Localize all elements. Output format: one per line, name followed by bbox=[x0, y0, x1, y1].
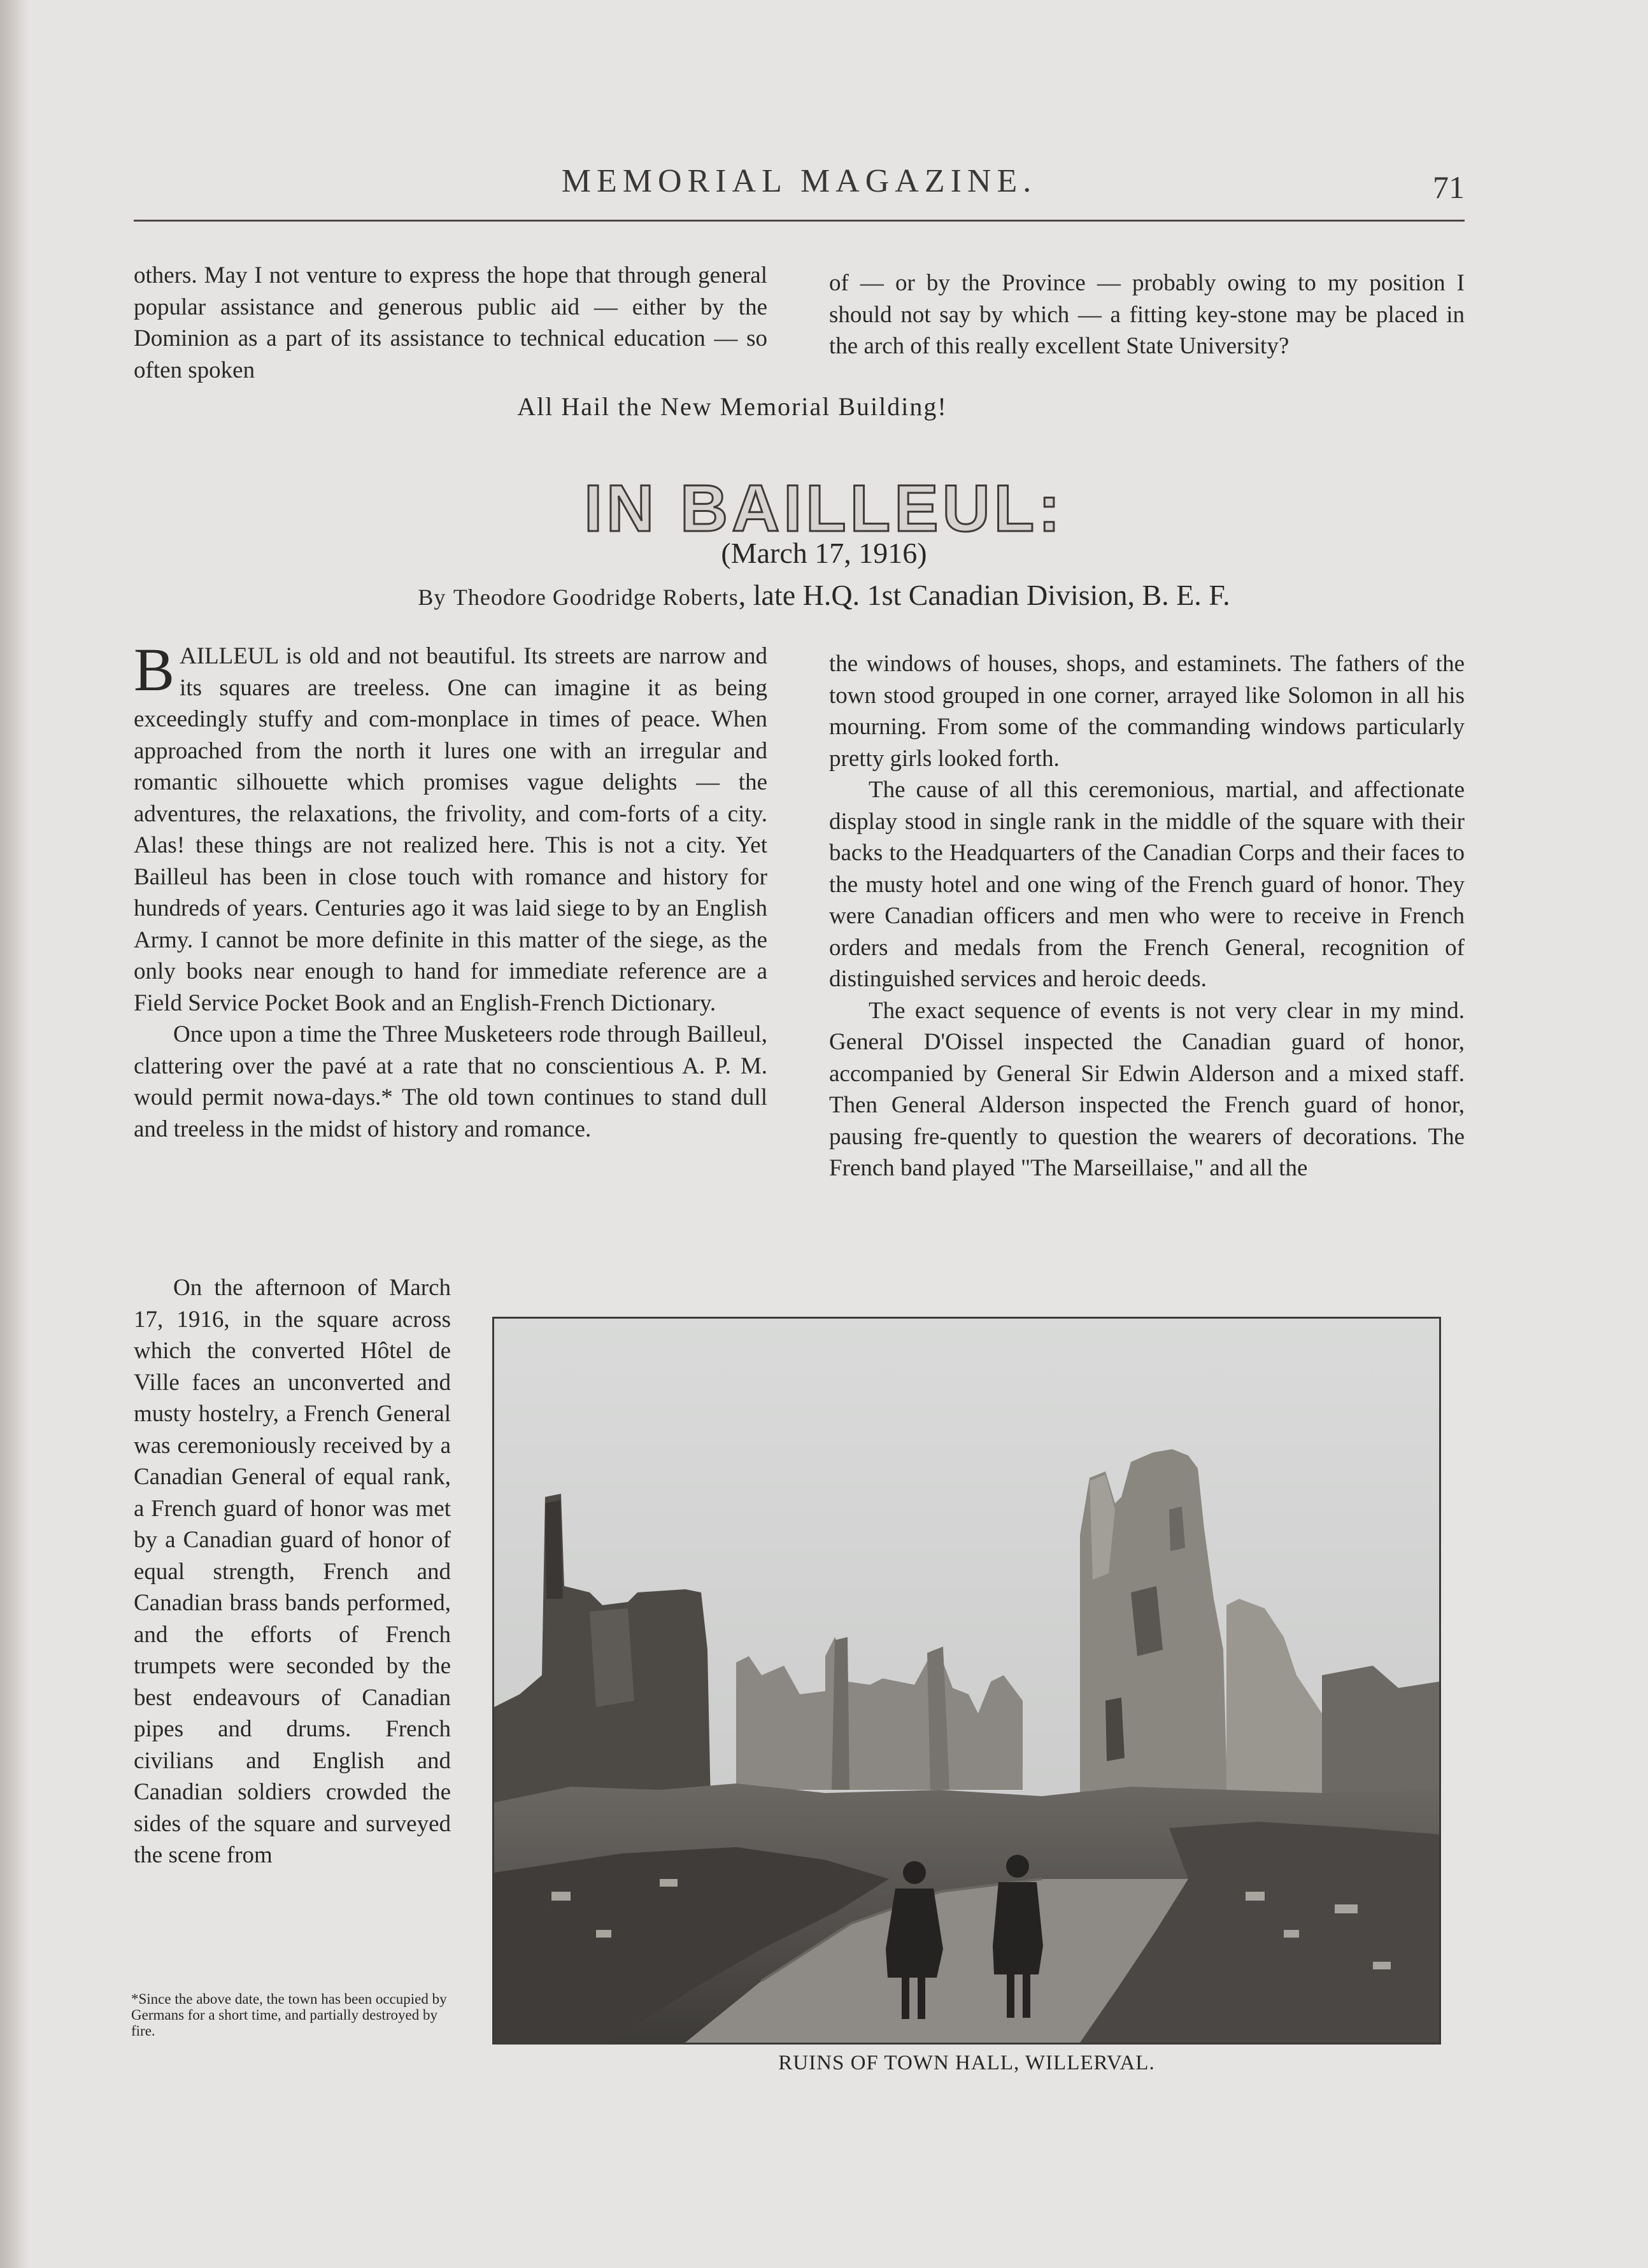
preceding-article-left-column bbox=[134, 260, 767, 386]
preceding-article-left-text: others. May I not venture to express the hope that through general popular assistance and generous public aid — either by the Dominion as a part of its assistance to technical education — so often spoken bbox=[134, 262, 767, 383]
footnote: *Since the above date, the town has been occupied by Germans for a short time, and partially destroyed by fire. bbox=[131, 1991, 447, 2039]
byline-author: Theodore Goodridge Roberts bbox=[453, 585, 739, 610]
article-right-paragraph-2: The cause of all this ceremonious, martial, and affectionate display stood in single rank in the middle of the square with their backs to the Headquarters of the Canadian Corps and their faces to the musty hotel and one wing of the French guard of honor. They were Canadian officers and men who were to receive in French orders and medals from the French General, recognition of distinguished services and heroic deeds. bbox=[829, 777, 1465, 992]
preceding-article-right-text: of — or by the Province — probably owing to my position I should not say by which — a fitting key-stone may be placed in the arch of this really excellent State University? bbox=[829, 270, 1465, 359]
byline-prefix: By bbox=[418, 585, 446, 610]
article-paragraph-2: Once upon a time the Three Musketeers rode through Bailleul, clattering over the pavé at a rate that no conscientious A. P. M. would permit nowa-days.* The old town continues to stand dull and treeless in the midst of history and romance. bbox=[134, 1021, 767, 1142]
article-narrow-column bbox=[134, 1272, 451, 1871]
article-title: IN BAILLEUL: bbox=[584, 472, 1064, 546]
magazine-title: MEMORIAL MAGAZINE. bbox=[561, 163, 1037, 199]
article-right-column bbox=[829, 648, 1465, 1184]
article-paragraph-1 bbox=[134, 635, 767, 1019]
byline-affiliation: , late H.Q. 1st Canadian Division, B. E. F. bbox=[738, 579, 1230, 611]
article-byline bbox=[0, 578, 1648, 612]
drop-cap: B bbox=[134, 635, 175, 704]
photo-caption: RUINS OF TOWN HALL, WILLERVAL. bbox=[778, 2052, 1155, 2074]
article-right-paragraph-3: The exact sequence of events is not very clear in my mind. General D'Oissel inspected the Canadian guard of honor, accompanied by General Sir Edwin Alderson and a mixed staff. Then General Alderson inspected the French guard of honor, pausing fre-quently to question the wearers of decorations. The French band played "The Marseillaise," and all the bbox=[829, 997, 1465, 1181]
page-spine-shadow bbox=[0, 0, 28, 2268]
article-date: (March 17, 1916) bbox=[721, 537, 927, 569]
article-right-paragraph-1: the windows of houses, shops, and estaminets. The fathers of the town stood grouped in one corner, arrayed like Solomon in all his mourning. From some of the commanding windows particularly pretty girls looked forth. bbox=[829, 651, 1465, 772]
article-paragraph-3: On the afternoon of March 17, 1916, in the square across which the converted Hôtel de Ville faces an unconverted and musty hostelry, a French General was ceremoniously received by a Canadian General of equal rank, a French guard of honor was met by a Canadian guard of honor of equal strength, French and Canadian brass bands performed, and the efforts of French trumpets were seconded by the best endeavours of Canadian pipes and drums. French civilians and English and Canadian soldiers crowded the sides of the square and surveyed the scene from bbox=[134, 1275, 451, 1868]
article-left-column bbox=[134, 635, 767, 1145]
article-paragraph-1-text: AILLEUL is old and not beautiful. Its streets are narrow and its squares are treeless. One can imagine it as being exceedingly stuffy and com-monplace in times of peace. When approached from the north it lures one with an irregular and romantic silhouette which promises vague delights — the adventures, the relaxations, the frivolity, and com-forts of a city. Alas! these things are not realized here. This is not a city. Yet Bailleul has been in close touch with romance and history for hundreds of years. Centuries ago it was laid siege to by an English Army. I cannot be more definite in this matter of the siege, as the only books near enough to hand for immediate reference are a Field Service Pocket Book and an English-French Dictionary. bbox=[134, 643, 767, 1016]
preceding-article-right-column bbox=[829, 267, 1465, 362]
preceding-article-closing: All Hail the New Memorial Building! bbox=[517, 392, 948, 421]
page-number: 71 bbox=[1433, 169, 1465, 205]
header-rule bbox=[134, 220, 1465, 222]
ruins-photograph bbox=[492, 1317, 1441, 2045]
ruins-illustration bbox=[494, 1319, 1439, 2043]
page-header bbox=[134, 162, 1465, 221]
